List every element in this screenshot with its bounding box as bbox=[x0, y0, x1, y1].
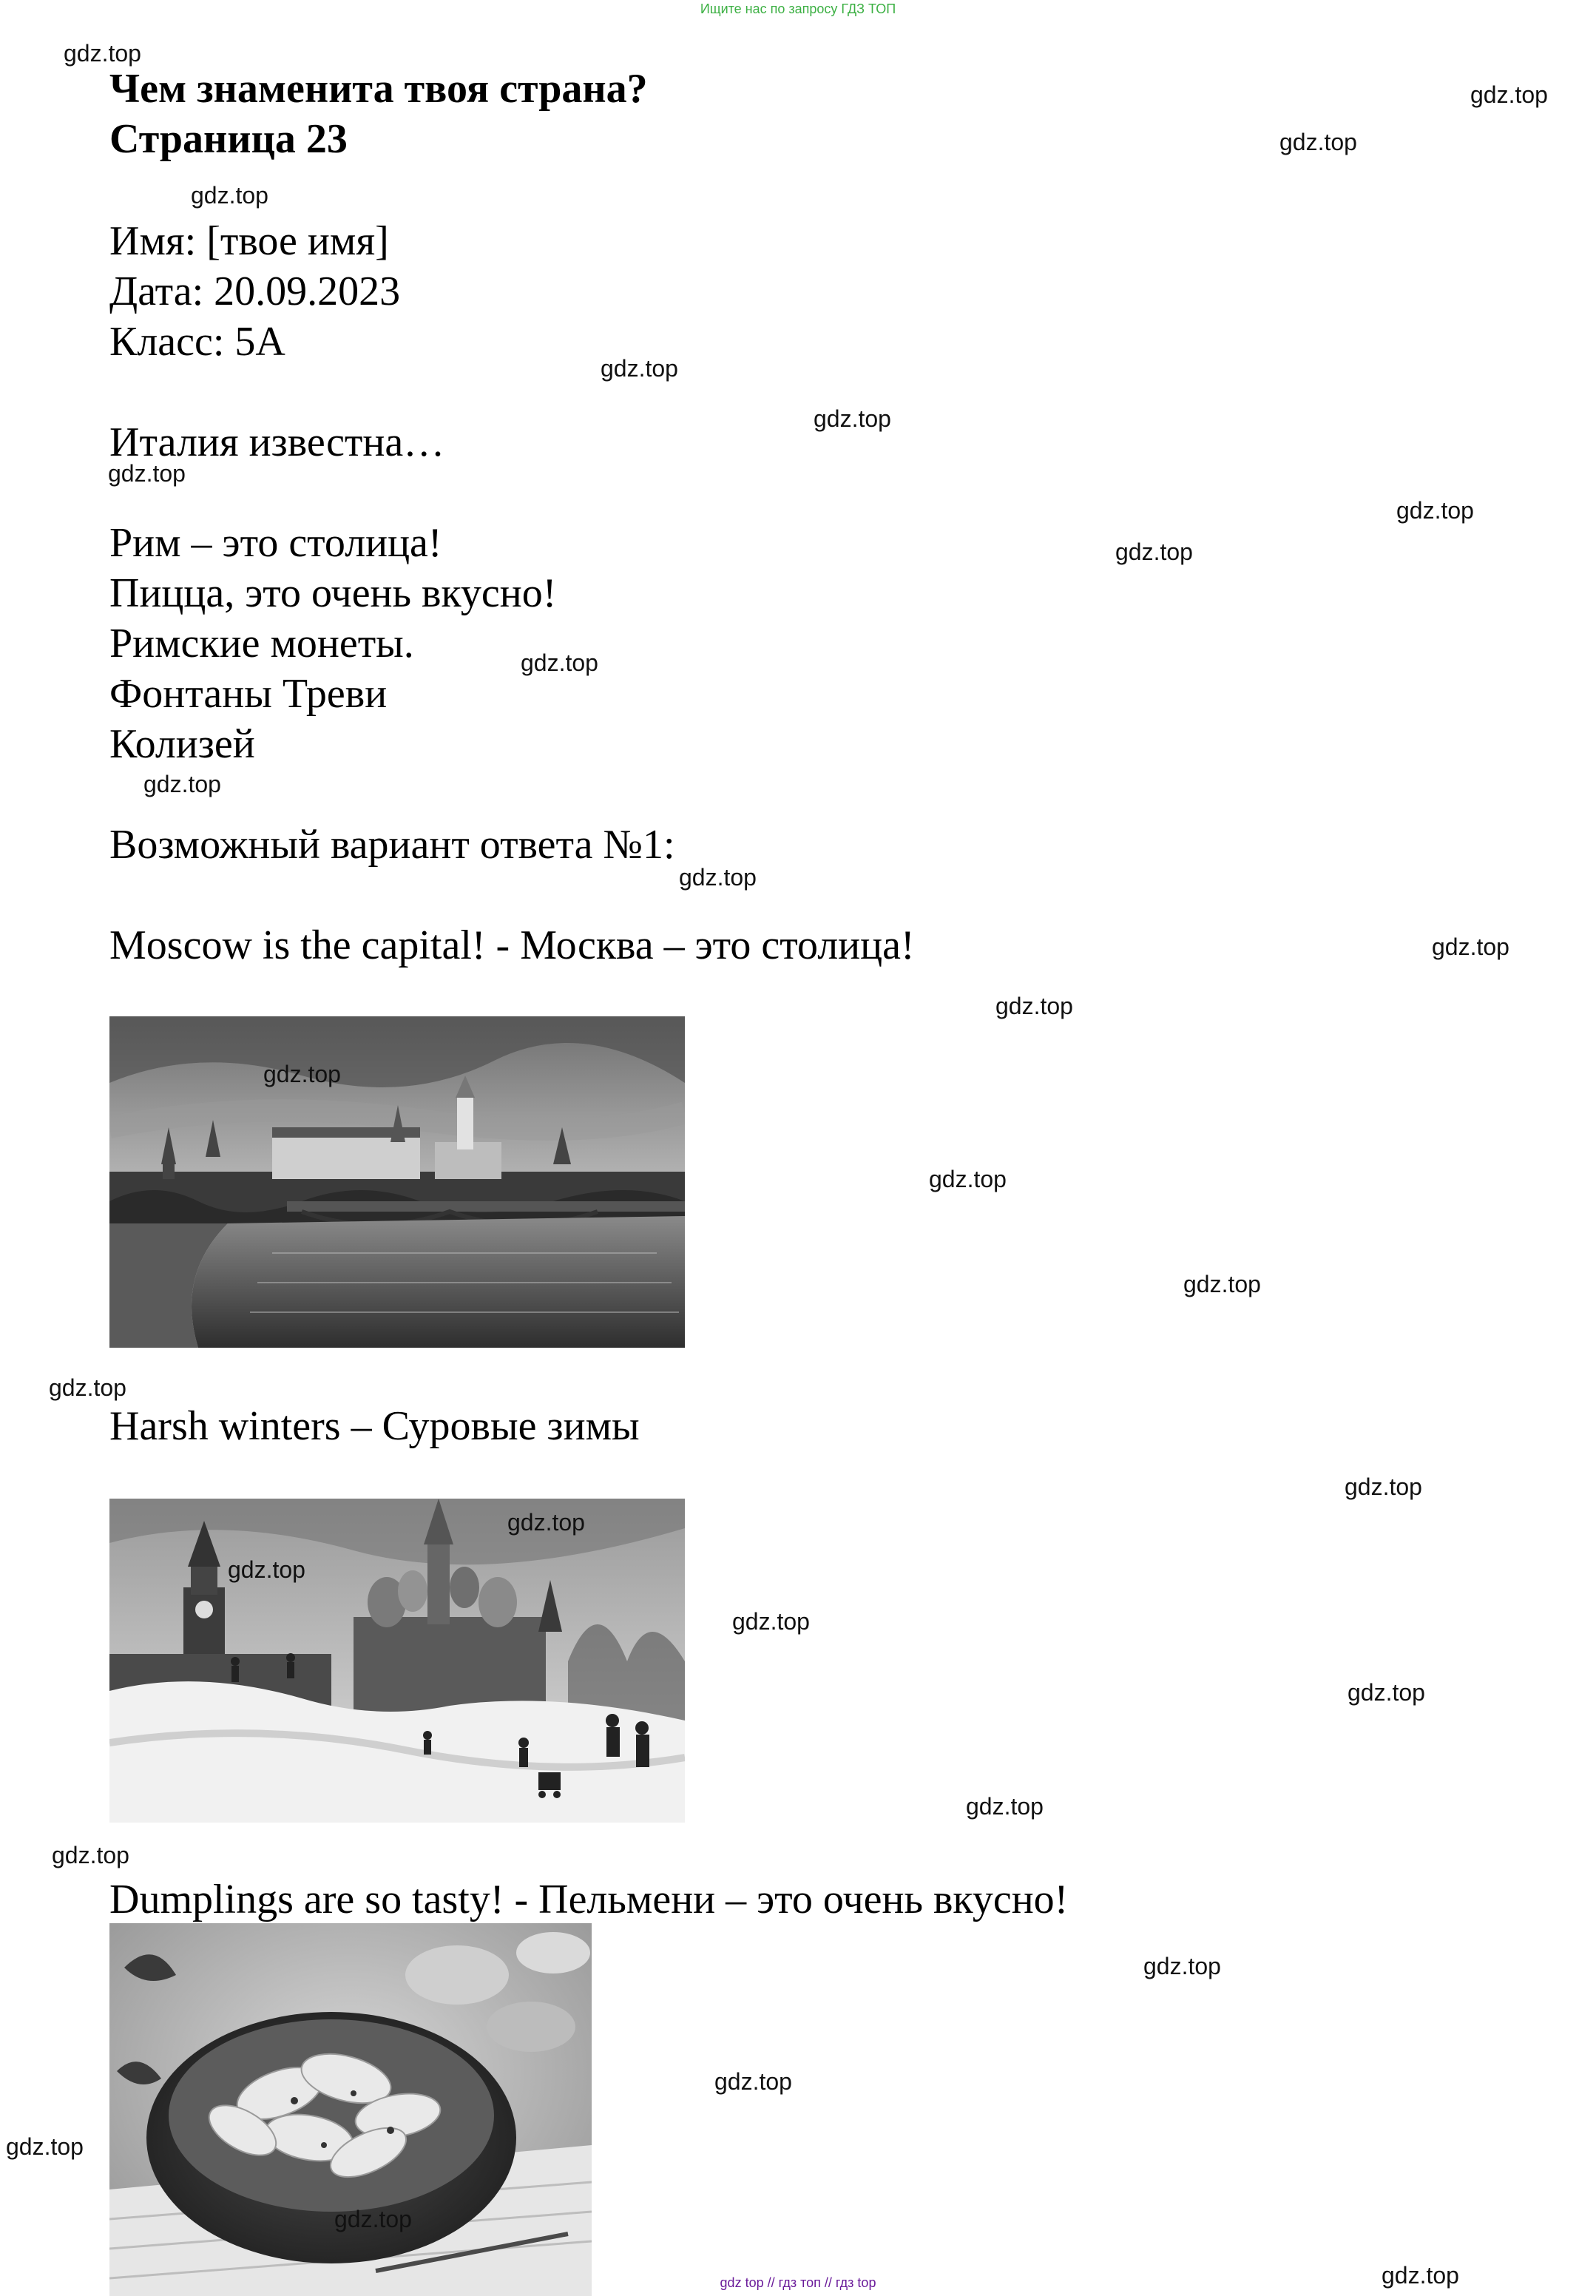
watermark: gdz.top bbox=[1115, 538, 1193, 565]
watermark: gdz.top bbox=[601, 355, 678, 382]
watermark: gdz.top bbox=[732, 1608, 810, 1635]
watermark: gdz.top bbox=[1382, 2262, 1459, 2289]
watermark: gdz.top bbox=[1396, 497, 1474, 524]
italy-title: Италия известна… bbox=[109, 419, 445, 465]
watermark: gdz.top bbox=[1183, 1271, 1261, 1297]
watermark: gdz.top bbox=[1345, 1473, 1422, 1500]
answer-title: Возможный вариант ответа №1: bbox=[109, 822, 675, 868]
page-subtitle: Страница 23 bbox=[109, 116, 348, 162]
italy-item: Колизей bbox=[109, 721, 255, 767]
russia-item-capital: Moscow is the capital! - Москва – это столица! bbox=[109, 922, 915, 968]
watermark: gdz.top bbox=[228, 1556, 305, 1583]
watermark: gdz.top bbox=[64, 40, 141, 67]
watermark: gdz.top bbox=[1143, 1953, 1221, 1979]
top-banner[interactable]: Ищите нас по запросу ГДЗ ТОП bbox=[700, 1, 896, 16]
student-class: Класс: 5А bbox=[109, 319, 285, 365]
student-name: Имя: [твое имя] bbox=[109, 218, 389, 264]
watermark: gdz.top bbox=[1348, 1679, 1425, 1706]
watermark: gdz.top bbox=[521, 649, 598, 676]
watermark: gdz.top bbox=[52, 1842, 129, 1868]
russia-item-dumplings: Dumplings are so tasty! - Пельмени – это очень вкусно! bbox=[109, 1877, 1069, 1922]
watermark: gdz.top bbox=[49, 1374, 126, 1401]
italy-item: Римские монеты. bbox=[109, 621, 414, 666]
watermark: gdz.top bbox=[679, 864, 757, 891]
watermark: gdz.top bbox=[108, 460, 186, 487]
student-date: Дата: 20.09.2023 bbox=[109, 269, 401, 314]
dumplings-photo bbox=[109, 1923, 592, 2296]
watermark: gdz.top bbox=[995, 993, 1073, 1019]
watermark: gdz.top bbox=[929, 1166, 1007, 1192]
watermark: gdz.top bbox=[143, 771, 221, 797]
watermark: gdz.top bbox=[1279, 129, 1357, 155]
watermark: gdz.top bbox=[334, 2206, 412, 2232]
watermark: gdz.top bbox=[507, 1509, 585, 1536]
italy-item: Рим – это столица! bbox=[109, 520, 442, 566]
red-square-winter-photo bbox=[109, 1499, 685, 1823]
watermark: gdz.top bbox=[263, 1061, 341, 1087]
watermark: gdz.top bbox=[814, 405, 891, 432]
watermark: gdz.top bbox=[191, 182, 268, 209]
italy-item: Фонтаны Треви bbox=[109, 671, 388, 717]
italy-item: Пицца, это очень вкусно! bbox=[109, 570, 557, 616]
kremlin-river-photo bbox=[109, 1016, 685, 1348]
page-title: Чем знаменита твоя страна? bbox=[109, 66, 648, 112]
bottom-banner[interactable]: gdz top // гдз топ // гдз top bbox=[720, 2275, 876, 2290]
watermark: gdz.top bbox=[1432, 933, 1509, 960]
russia-item-winters: Harsh winters – Суровые зимы bbox=[109, 1403, 640, 1449]
watermark: gdz.top bbox=[714, 2068, 792, 2095]
watermark: gdz.top bbox=[6, 2133, 84, 2160]
watermark: gdz.top bbox=[966, 1793, 1044, 1820]
watermark: gdz.top bbox=[1470, 81, 1548, 108]
